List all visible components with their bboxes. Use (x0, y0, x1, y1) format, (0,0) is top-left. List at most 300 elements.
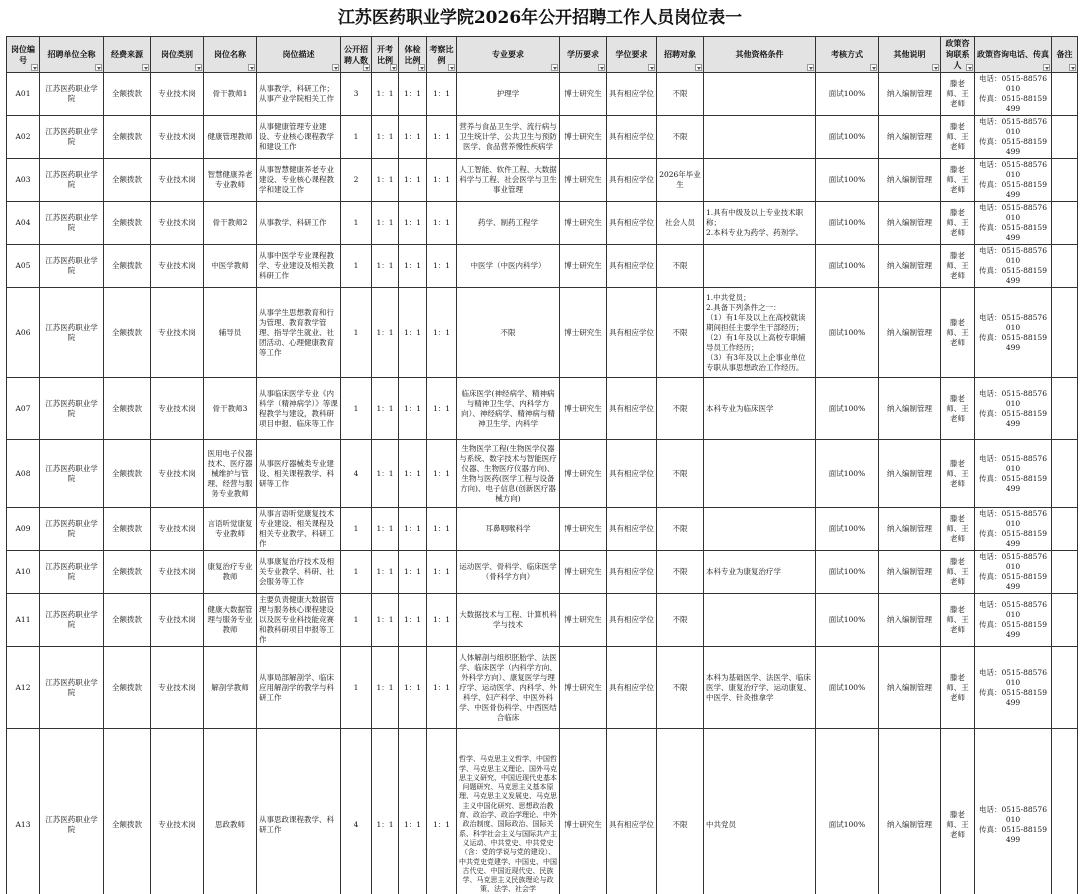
column-header (104, 37, 151, 73)
column-header (427, 37, 457, 73)
cell-education: 博士研究生 (560, 159, 607, 202)
cell-notes: 纳入编制管理 (879, 729, 941, 894)
cell-education: 博士研究生 (560, 594, 607, 647)
cell-funding: 全额拨款 (104, 159, 151, 202)
phone-number: 电话：0515-88576010 (979, 552, 1047, 571)
cell-funding: 全额拨款 (104, 202, 151, 245)
cell-exam-ratio: 1：1 (372, 245, 399, 288)
cell-unit: 江苏医药职业学院 (40, 729, 104, 894)
phone-number: 电话：0515-88576010 (979, 509, 1047, 528)
filter-dropdown-icon[interactable] (31, 64, 38, 71)
filter-dropdown-icon[interactable] (870, 64, 877, 71)
cell-id: A02 (7, 116, 40, 159)
cell-contact: 滕老师、王老师 (941, 551, 975, 594)
cell-notes: 纳入编制管理 (879, 245, 941, 288)
phone-number: 电话：0515-88576010 (979, 246, 1047, 265)
column-header-label: 备注 (1056, 49, 1073, 59)
filter-dropdown-icon[interactable] (142, 64, 149, 71)
cell-count: 1 (341, 116, 372, 159)
phone-number: 电话：0515-88576010 (979, 667, 1047, 687)
cell-description: 从事言语听觉康复技术专业建设、相关课程及相关专业教学、科研工作 (257, 508, 341, 551)
filter-dropdown-icon[interactable] (418, 64, 425, 71)
cell-category: 专业技术岗 (151, 551, 204, 594)
cell-notes: 纳入编制管理 (879, 508, 941, 551)
column-header-label: 学历要求 (567, 49, 599, 59)
cell-position: 中医学教师 (204, 245, 257, 288)
column-header (607, 37, 657, 73)
cell-exam-ratio: 1：1 (372, 594, 399, 647)
cell-assessment: 面试100% (816, 73, 879, 116)
cell-remark (1052, 245, 1078, 288)
cell-funding: 全额拨款 (104, 73, 151, 116)
cell-target: 不限 (657, 116, 704, 159)
cell-degree: 具有相应学位 (607, 116, 657, 159)
cell-id: A05 (7, 245, 40, 288)
column-header-label: 考察比例 (429, 43, 454, 65)
cell-id: A03 (7, 159, 40, 202)
cell-assessment: 面试100% (816, 378, 879, 440)
cell-contact: 滕老师、王老师 (941, 378, 975, 440)
filter-dropdown-icon[interactable] (966, 64, 973, 71)
cell-description: 从事思政课程教学、科研工作 (257, 729, 341, 894)
cell-major: 营养与食品卫生学、流行病与卫生统计学、公共卫生与预防医学、食品营养慢性疾病学 (457, 116, 560, 159)
cell-phone (975, 288, 1052, 378)
cell-education: 博士研究生 (560, 508, 607, 551)
cell-degree: 具有相应学位 (607, 378, 657, 440)
phone-number: 电话：0515-88576010 (979, 388, 1047, 408)
cell-education: 博士研究生 (560, 729, 607, 894)
cell-category: 专业技术岗 (151, 729, 204, 894)
cell-count: 1 (341, 594, 372, 647)
column-header (151, 37, 204, 73)
fax-number: 传真：0515-88159499 (979, 687, 1047, 707)
cell-exam-ratio: 1：1 (372, 116, 399, 159)
cell-major: 不限 (457, 288, 560, 378)
phone-number: 电话：0515-88576010 (979, 160, 1047, 179)
fax-number: 传真：0515-88159499 (979, 266, 1047, 285)
cell-exam-ratio: 1：1 (372, 73, 399, 116)
fax-number: 传真：0515-88159499 (979, 620, 1047, 639)
cell-inspect-ratio: 1：1 (427, 440, 457, 508)
cell-notes: 纳入编制管理 (879, 594, 941, 647)
cell-degree: 具有相应学位 (607, 159, 657, 202)
cell-count: 2 (341, 159, 372, 202)
cell-unit: 江苏医药职业学院 (40, 159, 104, 202)
cell-phone (975, 551, 1052, 594)
cell-notes: 纳入编制管理 (879, 73, 941, 116)
cell-notes: 纳入编制管理 (879, 440, 941, 508)
cell-position: 言语听觉康复专业教师 (204, 508, 257, 551)
cell-id: A04 (7, 202, 40, 245)
table-row (7, 594, 1078, 647)
cell-exam-ratio: 1：1 (372, 202, 399, 245)
table-row (7, 159, 1078, 202)
cell-inspect-ratio: 1：1 (427, 594, 457, 647)
table-row (7, 440, 1078, 508)
cell-id: A01 (7, 73, 40, 116)
cell-contact: 滕老师、王老师 (941, 729, 975, 894)
cell-contact: 滕老师、王老师 (941, 440, 975, 508)
column-header (204, 37, 257, 73)
cell-health-ratio: 1：1 (399, 116, 427, 159)
phone-number: 电话：0515-88576010 (979, 600, 1047, 619)
cell-health-ratio: 1：1 (399, 159, 427, 202)
cell-category: 专业技术岗 (151, 245, 204, 288)
cell-exam-ratio: 1：1 (372, 288, 399, 378)
column-header-label: 学位要求 (615, 49, 648, 59)
table-row (7, 508, 1078, 551)
cell-inspect-ratio: 1：1 (427, 245, 457, 288)
cell-contact: 滕老师、王老师 (941, 245, 975, 288)
cell-assessment: 面试100% (816, 245, 879, 288)
cell-remark (1052, 159, 1078, 202)
filter-dropdown-icon[interactable] (95, 64, 102, 71)
column-header (560, 37, 607, 73)
cell-assessment: 面试100% (816, 551, 879, 594)
column-header-label: 其他资格条件 (735, 49, 784, 59)
cell-category: 专业技术岗 (151, 116, 204, 159)
cell-inspect-ratio: 1：1 (427, 647, 457, 729)
cell-unit: 江苏医药职业学院 (40, 116, 104, 159)
cell-health-ratio: 1：1 (399, 647, 427, 729)
table-body (7, 73, 1078, 894)
cell-other-conditions (704, 508, 816, 551)
cell-category: 专业技术岗 (151, 440, 204, 508)
fax-number: 传真：0515-88159499 (979, 529, 1047, 548)
cell-description: 主要负责健康大数据管理与服务核心课程建设以及医专业科技能竞赛和教科研项目申报等工作 (257, 594, 341, 647)
cell-health-ratio: 1：1 (399, 73, 427, 116)
cell-target: 不限 (657, 508, 704, 551)
cell-exam-ratio: 1：1 (372, 378, 399, 440)
cell-description: 从事临床医学专业《内科学（精神病学）》等课程教学与建设，教科研项目申报、临床等工作 (257, 378, 341, 440)
cell-other-conditions (704, 116, 816, 159)
cell-target: 不限 (657, 647, 704, 729)
cell-other-conditions: 本科专业为临床医学 (704, 378, 816, 440)
cell-count: 3 (341, 73, 372, 116)
cell-target: 不限 (657, 551, 704, 594)
cell-degree: 具有相应学位 (607, 551, 657, 594)
cell-assessment: 面试100% (816, 159, 879, 202)
cell-position: 康复治疗专业教师 (204, 551, 257, 594)
column-header (941, 37, 975, 73)
cell-position: 骨干教师2 (204, 202, 257, 245)
cell-inspect-ratio: 1：1 (427, 729, 457, 894)
cell-phone (975, 116, 1052, 159)
cell-contact: 滕老师、王老师 (941, 647, 975, 729)
position-table-container (6, 36, 1077, 894)
cell-unit: 江苏医药职业学院 (40, 378, 104, 440)
filter-dropdown-icon[interactable] (1043, 64, 1050, 71)
cell-assessment: 面试100% (816, 594, 879, 647)
cell-funding: 全额拨款 (104, 116, 151, 159)
cell-other-conditions (704, 159, 816, 202)
cell-position: 健康管理教师 (204, 116, 257, 159)
cell-remark (1052, 440, 1078, 508)
cell-other-conditions: 本科专业为康复治疗学 (704, 551, 816, 594)
cell-exam-ratio: 1：1 (372, 729, 399, 894)
cell-count: 4 (341, 440, 372, 508)
column-header-label: 开考比例 (377, 43, 393, 65)
cell-count: 4 (341, 729, 372, 894)
cell-remark (1052, 508, 1078, 551)
cell-health-ratio: 1：1 (399, 551, 427, 594)
fax-number: 传真：0515-88159499 (979, 408, 1047, 428)
table-row (7, 647, 1078, 729)
cell-count: 1 (341, 378, 372, 440)
cell-phone (975, 378, 1052, 440)
cell-category: 专业技术岗 (151, 594, 204, 647)
filter-dropdown-icon[interactable] (390, 64, 397, 71)
cell-id: A07 (7, 378, 40, 440)
cell-degree: 具有相应学位 (607, 245, 657, 288)
column-header (975, 37, 1052, 73)
phone-number: 电话：0515-88576010 (979, 805, 1047, 824)
cell-description: 从事医疗器械类专业建设、相关课程教学、科研等工作 (257, 440, 341, 508)
cell-assessment: 面试100% (816, 202, 879, 245)
table-row (7, 202, 1078, 245)
cell-education: 博士研究生 (560, 288, 607, 378)
phone-number: 电话：0515-88576010 (979, 312, 1047, 332)
cell-target: 社会人员 (657, 202, 704, 245)
cell-position: 思政教师 (204, 729, 257, 894)
fax-number: 传真：0515-88159499 (979, 332, 1047, 352)
filter-dropdown-icon[interactable] (195, 64, 202, 71)
cell-remark (1052, 729, 1078, 894)
filter-dropdown-icon[interactable] (807, 64, 814, 71)
cell-description: 从事局部解剖学、临床应用解剖学的教学与科研工作 (257, 647, 341, 729)
column-header-label: 考核方式 (831, 49, 863, 59)
cell-contact: 滕老师、王老师 (941, 116, 975, 159)
table-row (7, 73, 1078, 116)
cell-count: 1 (341, 245, 372, 288)
column-header-label: 岗位类别 (161, 49, 193, 59)
cell-remark (1052, 594, 1078, 647)
fax-number: 传真：0515-88159499 (979, 180, 1047, 199)
cell-degree: 具有相应学位 (607, 729, 657, 894)
filter-dropdown-icon[interactable] (551, 64, 558, 71)
cell-education: 博士研究生 (560, 116, 607, 159)
cell-category: 专业技术岗 (151, 73, 204, 116)
cell-other-conditions (704, 440, 816, 508)
cell-major: 运动医学、骨科学、临床医学（骨科学方向） (457, 551, 560, 594)
cell-major: 生物医学工程(生物医学仪器与系统、数字技术与智能医疗仪器、生物医疗仪器方向)、生物与医药(医学工程与设备方向)、电子信息(创新医疗器械方向) (457, 440, 560, 508)
cell-phone (975, 729, 1052, 894)
cell-position: 辅导员 (204, 288, 257, 378)
cell-other-conditions (704, 594, 816, 647)
cell-remark (1052, 73, 1078, 116)
filter-dropdown-icon[interactable] (248, 64, 255, 71)
cell-exam-ratio: 1：1 (372, 159, 399, 202)
cell-other-conditions: 1.中共党员； 2.具备下列条件之一： （1）有1年及以上在高校就读期间担任主要学生干部经历； （2）有1年及以上高校专职辅导员工作经历； （3）有3年及以上企事业单位专职从事思想政治工作经历。 (704, 288, 816, 378)
cell-funding: 全额拨款 (104, 245, 151, 288)
cell-category: 专业技术岗 (151, 378, 204, 440)
column-header-label: 其他说明 (893, 49, 926, 59)
cell-phone (975, 594, 1052, 647)
cell-inspect-ratio: 1：1 (427, 551, 457, 594)
page-title: 江苏医药职业学院2026年公开招聘工作人员岗位表一 (337, 8, 743, 28)
cell-target: 不限 (657, 594, 704, 647)
cell-remark (1052, 288, 1078, 378)
cell-contact: 滕老师、王老师 (941, 159, 975, 202)
cell-id: A09 (7, 508, 40, 551)
cell-unit: 江苏医药职业学院 (40, 202, 104, 245)
cell-health-ratio: 1：1 (399, 245, 427, 288)
table-row (7, 551, 1078, 594)
cell-health-ratio: 1：1 (399, 594, 427, 647)
cell-major: 中医学（中医内科学） (457, 245, 560, 288)
cell-health-ratio: 1：1 (399, 288, 427, 378)
filter-dropdown-icon[interactable] (363, 64, 370, 71)
cell-phone (975, 73, 1052, 116)
cell-remark (1052, 116, 1078, 159)
cell-health-ratio: 1：1 (399, 378, 427, 440)
cell-inspect-ratio: 1：1 (427, 159, 457, 202)
cell-position: 骨干教师3 (204, 378, 257, 440)
cell-major: 人体解剖与组织胚胎学、法医学、临床医学（内科学方向、外科学方向）、康复医学与理疗学、运动医学、内科学、外科学、妇产科学、中医外科学、中医骨伤科学、中西医结合临床 (457, 647, 560, 729)
fax-number: 传真：0515-88159499 (979, 94, 1047, 113)
table-row (7, 729, 1078, 894)
cell-degree: 具有相应学位 (607, 73, 657, 116)
cell-contact: 滕老师、王老师 (941, 288, 975, 378)
cell-exam-ratio: 1：1 (372, 508, 399, 551)
cell-education: 博士研究生 (560, 202, 607, 245)
column-header (7, 37, 40, 73)
cell-other-conditions: 中共党员 (704, 729, 816, 894)
cell-remark (1052, 551, 1078, 594)
column-header-label: 招聘对象 (664, 49, 696, 59)
cell-notes: 纳入编制管理 (879, 551, 941, 594)
cell-contact: 滕老师、王老师 (941, 594, 975, 647)
filter-dropdown-icon[interactable] (1069, 64, 1076, 71)
cell-inspect-ratio: 1：1 (427, 288, 457, 378)
cell-degree: 具有相应学位 (607, 594, 657, 647)
table-row (7, 245, 1078, 288)
phone-number: 电话：0515-88576010 (979, 203, 1047, 222)
cell-description: 从事智慧健康养老专业建设、专业核心课程教学和建设工作 (257, 159, 341, 202)
cell-phone (975, 440, 1052, 508)
cell-health-ratio: 1：1 (399, 440, 427, 508)
cell-remark (1052, 378, 1078, 440)
cell-count: 1 (341, 202, 372, 245)
cell-category: 专业技术岗 (151, 202, 204, 245)
cell-other-conditions (704, 73, 816, 116)
column-header-label: 经费来源 (111, 49, 143, 59)
cell-assessment: 面试100% (816, 440, 879, 508)
column-header-label: 政策咨询电话、传真 (977, 49, 1049, 59)
cell-notes: 纳入编制管理 (879, 202, 941, 245)
cell-funding: 全额拨款 (104, 288, 151, 378)
cell-phone (975, 159, 1052, 202)
cell-count: 1 (341, 508, 372, 551)
cell-unit: 江苏医药职业学院 (40, 440, 104, 508)
cell-position: 智慧健康养老专业教师 (204, 159, 257, 202)
cell-id: A06 (7, 288, 40, 378)
cell-education: 博士研究生 (560, 378, 607, 440)
cell-phone (975, 202, 1052, 245)
cell-target: 2026年毕业生 (657, 159, 704, 202)
cell-remark (1052, 647, 1078, 729)
cell-id: A12 (7, 647, 40, 729)
column-header-label: 岗位编号 (11, 43, 35, 65)
fax-number: 传真：0515-88159499 (979, 223, 1047, 242)
cell-health-ratio: 1：1 (399, 508, 427, 551)
cell-position: 骨干教师1 (204, 73, 257, 116)
fax-number: 传真：0515-88159499 (979, 572, 1047, 591)
cell-contact: 滕老师、王老师 (941, 73, 975, 116)
cell-assessment: 面试100% (816, 729, 879, 894)
cell-description: 从事教学、科研工作 (257, 202, 341, 245)
cell-major: 人工智能、软件工程、大数据科学与工程、社会医学与卫生事业管理 (457, 159, 560, 202)
column-header-label: 专业要求 (492, 49, 524, 59)
cell-inspect-ratio: 1：1 (427, 73, 457, 116)
table-row (7, 378, 1078, 440)
cell-notes: 纳入编制管理 (879, 116, 941, 159)
cell-major: 哲学、马克思主义哲学、中国哲学、马克思主义理论、国外马克思主义研究、中国近现代史基本问题研究、马克思主义基本原理、马克思主义发展史、马克思主义中国化研究、思想政治教育、政治学、政治学理论、中外政治制度、国际政治、国际关系、科学社会主义与国际共产主义运动、中共党史、中共党史（含：党的学说与党的建设）、中共党史党建学、中国史、中国古代史、中国近现代史、民族学、马克思主义民族理论与政策、法学、社会学 (457, 729, 560, 894)
cell-target: 不限 (657, 288, 704, 378)
position-table (6, 36, 1078, 894)
cell-unit: 江苏医药职业学院 (40, 647, 104, 729)
filter-dropdown-icon[interactable] (932, 64, 939, 71)
cell-unit: 江苏医药职业学院 (40, 245, 104, 288)
cell-target: 不限 (657, 73, 704, 116)
cell-inspect-ratio: 1：1 (427, 116, 457, 159)
column-header (40, 37, 104, 73)
fax-number: 传真：0515-88159499 (979, 825, 1047, 844)
phone-number: 电话：0515-88576010 (979, 453, 1047, 473)
cell-remark (1052, 202, 1078, 245)
cell-contact: 滕老师、王老师 (941, 508, 975, 551)
cell-funding: 全额拨款 (104, 729, 151, 894)
column-header-label: 公开招聘人数 (344, 43, 368, 65)
table-row (7, 116, 1078, 159)
cell-category: 专业技术岗 (151, 647, 204, 729)
cell-unit: 江苏医药职业学院 (40, 551, 104, 594)
cell-id: A11 (7, 594, 40, 647)
cell-notes: 纳入编制管理 (879, 159, 941, 202)
cell-degree: 具有相应学位 (607, 508, 657, 551)
cell-funding: 全额拨款 (104, 647, 151, 729)
cell-degree: 具有相应学位 (607, 440, 657, 508)
cell-inspect-ratio: 1：1 (427, 378, 457, 440)
table-row (7, 288, 1078, 378)
cell-funding: 全额拨款 (104, 594, 151, 647)
cell-id: A08 (7, 440, 40, 508)
filter-dropdown-icon[interactable] (448, 64, 455, 71)
column-header (257, 37, 341, 73)
cell-phone (975, 245, 1052, 288)
cell-health-ratio: 1：1 (399, 729, 427, 894)
cell-inspect-ratio: 1：1 (427, 508, 457, 551)
filter-dropdown-icon[interactable] (695, 64, 702, 71)
cell-unit: 江苏医药职业学院 (40, 508, 104, 551)
filter-dropdown-icon[interactable] (598, 64, 605, 71)
cell-education: 博士研究生 (560, 551, 607, 594)
cell-notes: 纳入编制管理 (879, 288, 941, 378)
cell-major: 大数据技术与工程、计算机科学与技术 (457, 594, 560, 647)
cell-id: A10 (7, 551, 40, 594)
cell-funding: 全额拨款 (104, 378, 151, 440)
column-header (704, 37, 816, 73)
cell-major: 护理学 (457, 73, 560, 116)
cell-target: 不限 (657, 378, 704, 440)
column-header (816, 37, 879, 73)
cell-funding: 全额拨款 (104, 440, 151, 508)
cell-major: 耳鼻咽喉科学 (457, 508, 560, 551)
filter-dropdown-icon[interactable] (332, 64, 339, 71)
column-header (879, 37, 941, 73)
filter-dropdown-icon[interactable] (648, 64, 655, 71)
cell-major: 药学、制药工程学 (457, 202, 560, 245)
